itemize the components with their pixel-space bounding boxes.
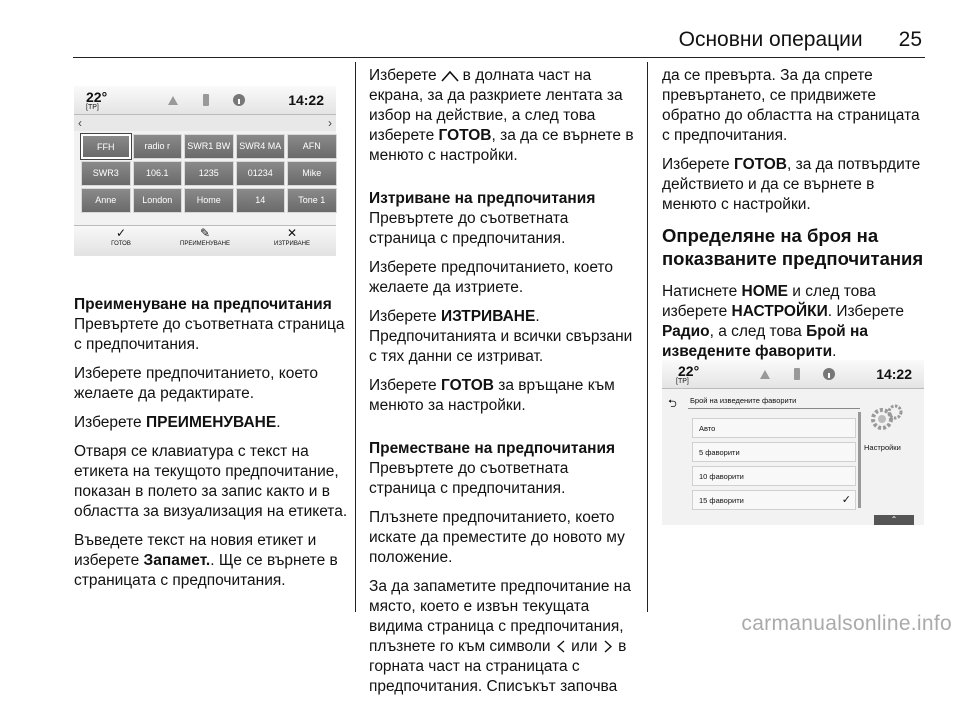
page-number: 25 xyxy=(898,28,922,51)
favorites-screen xyxy=(74,86,336,256)
count-heading: Определяне на броя на показваните предпочитания xyxy=(662,225,924,269)
delete-heading: Изтриване на предпочитания xyxy=(369,190,596,207)
option-row[interactable] xyxy=(692,490,856,510)
paragraph: Изберете в долната част на екрана, за да разкриете лентата за избор на действие, а след това изберете ГОТОВ, за да се върнете в менюто с настройки. xyxy=(369,67,634,164)
paragraph: Натиснете HOME и след това изберете НАСТРОЙКИ. Изберете Радио, а след това Брой на изведените фаворити. xyxy=(662,283,905,360)
temperature: 22° xyxy=(86,89,108,105)
paragraph: Превъртете до съответната страница с предпочитания. xyxy=(74,316,345,353)
favorite-tile[interactable]: 01234 xyxy=(236,161,286,186)
chevron-right-icon xyxy=(604,640,612,653)
check-icon: ✓ xyxy=(115,226,127,240)
paragraph: Плъзнете предпочитанието, което искате да преместите до новото му положение. xyxy=(369,509,625,566)
media-icon[interactable] xyxy=(166,93,180,107)
paragraph: Изберете ПРЕИМЕНУВАНЕ. xyxy=(74,414,281,431)
settings-title: Брой на изведените фаворити xyxy=(690,396,797,405)
check-icon: ✓ xyxy=(841,494,851,506)
move-heading: Преместване на предпочитания xyxy=(369,440,616,457)
rename-button[interactable]: ✎ ПРЕИМЕНУВАНЕ xyxy=(155,226,255,247)
gears-icon xyxy=(870,403,904,433)
favorite-tile[interactable]: FFH xyxy=(81,134,131,159)
settings-label: Настройки xyxy=(864,443,901,452)
option-label: 10 фаворити xyxy=(699,472,744,481)
option-row[interactable] xyxy=(692,418,856,438)
column-1 xyxy=(74,295,349,600)
media-icon[interactable] xyxy=(758,367,772,381)
expand-bar[interactable]: ⌃ xyxy=(874,515,914,525)
paragraph: Изберете предпочитанието, което желаете да изтриете. xyxy=(369,259,613,296)
paragraph: Превъртете до съответната страница с предпочитания. xyxy=(369,460,569,497)
back-icon[interactable]: ⮌ xyxy=(668,398,677,410)
column-3 xyxy=(662,66,927,371)
favorite-tile[interactable]: SWR1 BW xyxy=(184,134,234,159)
scrollbar[interactable] xyxy=(858,412,861,508)
clock: 14:22 xyxy=(288,92,324,108)
option-row[interactable] xyxy=(692,466,856,486)
paragraph: Превъртете до съответната страница с предпочитания. xyxy=(369,210,569,247)
favorite-tile[interactable]: 106.1 xyxy=(133,161,183,186)
favorite-tile[interactable]: London xyxy=(133,188,183,213)
header-rule xyxy=(73,57,925,58)
page-header xyxy=(679,28,922,52)
action-bar xyxy=(74,225,336,256)
info-icon[interactable] xyxy=(232,93,246,107)
paragraph: Въведете текст на новия етикет и изберете Запамет.. Ще се върнете в страницата с предпочитания. xyxy=(74,532,338,589)
paragraph: Изберете ГОТОВ, за да потвърдите действието и да се върнете в менюто с настройки. xyxy=(662,156,921,213)
watermark: carmanualsonline.info xyxy=(741,612,952,635)
favorite-tile[interactable]: Home xyxy=(184,188,234,213)
favorite-tile[interactable]: SWR4 MA xyxy=(236,134,286,159)
tp-indicator: [TP] xyxy=(676,378,689,385)
close-icon: ✕ xyxy=(286,226,298,240)
chapter-title: Основни операции xyxy=(678,28,863,51)
status-bar xyxy=(662,360,924,389)
option-label: Авто xyxy=(699,424,716,433)
favorite-tile[interactable]: Mike xyxy=(287,161,337,186)
scroll-left-icon[interactable]: ‹ xyxy=(78,116,82,130)
tp-indicator: [TP] xyxy=(86,104,99,111)
paragraph: За да запаметите предпочитание на място, което е извън текущата видима страница с предпочитания, плъзнете го към символи или в горната част на страницата с предпочитания. Списъкът започва xyxy=(369,578,631,695)
option-label: 15 фаворити xyxy=(699,496,744,505)
rename-heading: Преименуване на предпочитания xyxy=(74,296,332,313)
favorite-tile[interactable]: Tone 1 xyxy=(287,188,337,213)
paragraph: да се превърта. За да спрете превъртането, се придвижете обратно до областта на страницата с предпочитания. xyxy=(662,67,920,144)
favorite-tile[interactable]: 14 xyxy=(236,188,286,213)
paragraph: Изберете ИЗТРИВАНЕ. xyxy=(369,308,540,325)
delete-button[interactable]: ✕ ИЗТРИВАНЕ xyxy=(242,226,342,247)
column-2 xyxy=(369,66,637,706)
favorite-tile[interactable]: radio r xyxy=(133,134,183,159)
favorite-tile[interactable]: SWR3 xyxy=(81,161,131,186)
column-divider-2 xyxy=(647,62,648,612)
favorite-tile[interactable]: Anne xyxy=(81,188,131,213)
status-bar xyxy=(74,86,336,115)
paragraph: Изберете ГОТОВ за връщане към менюто за настройки. xyxy=(369,377,615,414)
favorite-tile[interactable]: AFN xyxy=(287,134,337,159)
title-underline xyxy=(688,408,860,409)
chevron-left-icon xyxy=(557,640,565,653)
info-icon[interactable] xyxy=(822,367,836,381)
pencil-icon: ✎ xyxy=(199,226,211,240)
temperature: 22° xyxy=(678,363,700,379)
scroll-right-icon[interactable]: › xyxy=(328,116,332,130)
phone-icon[interactable] xyxy=(199,93,213,107)
option-label: 5 фаворити xyxy=(699,448,740,457)
paragraph: Предпочитанията и всички свързани с тях данни се изтриват. xyxy=(369,328,633,365)
done-button[interactable]: ✓ ГОТОВ xyxy=(71,226,171,247)
column-divider-1 xyxy=(355,62,356,612)
phone-icon[interactable] xyxy=(790,367,804,381)
favorites-count-screen xyxy=(662,360,924,525)
clock: 14:22 xyxy=(876,366,912,382)
option-row[interactable] xyxy=(692,442,856,462)
chevron-up-icon xyxy=(441,70,459,82)
paragraph: Отваря се клавиатура с текст на етикета на текущото предпочитание, показан в полето за запис както и в областта за визуализация на етикета. xyxy=(74,443,348,520)
page-nav xyxy=(74,115,336,131)
paragraph: Изберете предпочитанието, което желаете да редактирате. xyxy=(74,365,318,402)
favorite-tile[interactable]: 1235 xyxy=(184,161,234,186)
